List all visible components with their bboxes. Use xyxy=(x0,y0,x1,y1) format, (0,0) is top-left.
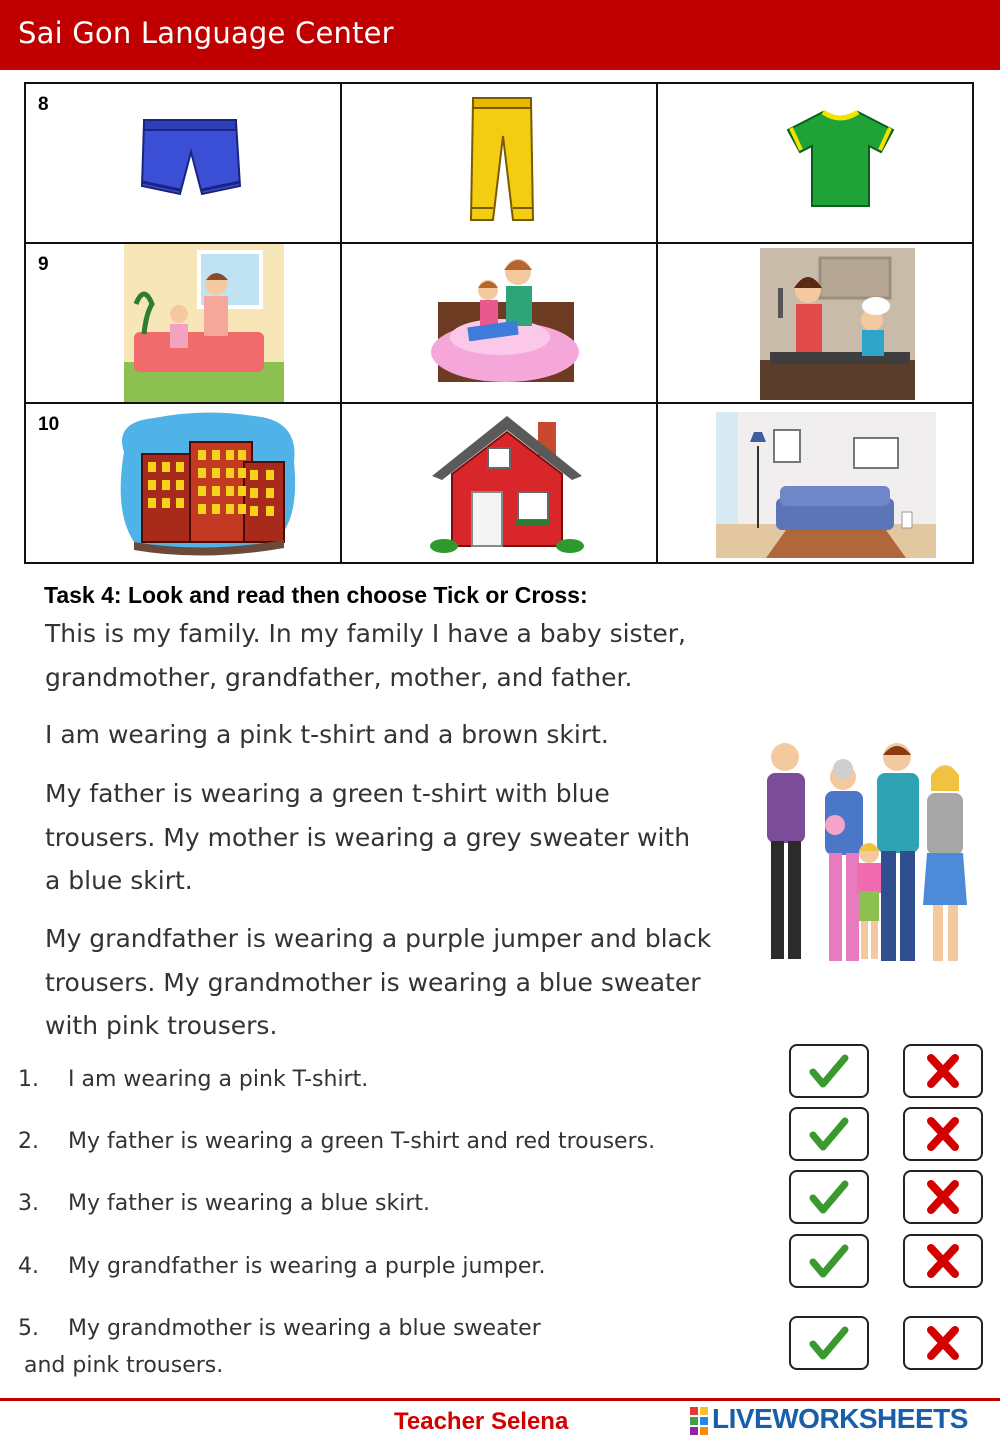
kitchen-cooking-icon xyxy=(760,248,915,400)
tick-button-2[interactable] xyxy=(789,1107,869,1161)
blue-shorts-icon xyxy=(136,114,246,209)
table-cell[interactable] xyxy=(657,83,973,243)
row-number: 9 xyxy=(38,254,49,275)
tick-button-4[interactable] xyxy=(789,1234,869,1288)
check-icon xyxy=(791,1318,867,1368)
tick-button-1[interactable] xyxy=(789,1044,869,1098)
family-illustration xyxy=(745,735,980,980)
mother-figure xyxy=(923,765,967,961)
table-cell[interactable] xyxy=(341,403,657,563)
question-number: 4. xyxy=(18,1254,39,1279)
question-text: My father is wearing a green T-shirt and red trousers. xyxy=(68,1129,656,1154)
grandfather-figure xyxy=(767,743,805,959)
question-number: 3. xyxy=(18,1191,39,1216)
cross-button-3[interactable] xyxy=(903,1170,983,1224)
liveworksheets-logo-icon xyxy=(690,1405,710,1439)
question-text: I am wearing a pink T-shirt. xyxy=(68,1067,369,1092)
question-item xyxy=(18,1129,655,1154)
reading-paragraph: My father is wearing a green t-shirt with blue trousers. My mother is wearing a grey sweater with a blue skirt. xyxy=(45,779,691,895)
cross-icon xyxy=(905,1172,981,1222)
reading-paragraph: I am wearing a pink t-shirt and a brown skirt. xyxy=(45,720,609,749)
green-t-shirt-icon xyxy=(783,106,898,211)
table-cell[interactable] xyxy=(657,243,973,403)
question-number: 5. xyxy=(18,1316,39,1341)
page-title: Sai Gon Language Center xyxy=(18,16,394,50)
cross-icon xyxy=(905,1236,981,1286)
question-item xyxy=(18,1316,541,1378)
reading-paragraph: My grandfather is wearing a purple jumper and black trousers. My grandmother is wearing a blue sweater with pink trousers. xyxy=(45,924,712,1040)
reading-paragraph: This is my family. In my family I have a baby sister, grandmother, grandfather, mother, and father. xyxy=(45,619,686,692)
question-text: My father is wearing a blue skirt. xyxy=(68,1191,431,1216)
table-cell[interactable] xyxy=(25,403,341,563)
question-item xyxy=(18,1067,368,1092)
table-row xyxy=(25,243,973,403)
tick-button-3[interactable] xyxy=(789,1170,869,1224)
table-row xyxy=(25,403,973,563)
living-room-sofa-icon xyxy=(716,412,936,558)
cross-icon xyxy=(905,1318,981,1368)
yellow-trousers-icon xyxy=(467,96,537,228)
check-icon xyxy=(791,1046,867,1096)
father-figure xyxy=(877,743,919,961)
cross-icon xyxy=(905,1109,981,1159)
header-bar xyxy=(0,0,1000,70)
question-text-continued: and pink trousers. xyxy=(24,1353,224,1378)
bedroom-reading-icon xyxy=(430,252,580,397)
check-icon xyxy=(791,1172,867,1222)
red-house-icon xyxy=(430,414,585,554)
question-number: 1. xyxy=(18,1067,39,1092)
apartment-building-icon xyxy=(114,412,299,557)
question-item xyxy=(18,1191,430,1216)
task-title: Task 4: Look and read then choose Tick or Cross: xyxy=(44,582,588,608)
teacher-name: Teacher Selena xyxy=(394,1408,569,1435)
living-room-family-icon xyxy=(124,244,284,402)
row-number: 8 xyxy=(38,94,49,115)
tick-button-5[interactable] xyxy=(789,1316,869,1370)
check-icon xyxy=(791,1236,867,1286)
grandmother-figure xyxy=(825,759,863,961)
table-cell[interactable] xyxy=(341,83,657,243)
girl-figure xyxy=(857,843,881,959)
cross-button-4[interactable] xyxy=(903,1234,983,1288)
table-cell[interactable] xyxy=(25,243,341,403)
table-row xyxy=(25,83,973,243)
question-text: My grandfather is wearing a purple jumper. xyxy=(68,1254,546,1279)
question-number: 2. xyxy=(18,1129,39,1154)
cross-button-2[interactable] xyxy=(903,1107,983,1161)
table-cell[interactable] xyxy=(341,243,657,403)
cross-button-1[interactable] xyxy=(903,1044,983,1098)
table-cell[interactable] xyxy=(25,83,341,243)
cross-icon xyxy=(905,1046,981,1096)
check-icon xyxy=(791,1109,867,1159)
question-text: My grandmother is wearing a blue sweater xyxy=(68,1316,541,1341)
question-item xyxy=(18,1254,545,1279)
picture-table xyxy=(24,82,974,564)
table-cell[interactable] xyxy=(657,403,973,563)
row-number: 10 xyxy=(38,414,60,435)
footer-divider xyxy=(0,1398,1000,1401)
cross-button-5[interactable] xyxy=(903,1316,983,1370)
brand-name: LIVEWORKSHEETS xyxy=(712,1403,968,1434)
